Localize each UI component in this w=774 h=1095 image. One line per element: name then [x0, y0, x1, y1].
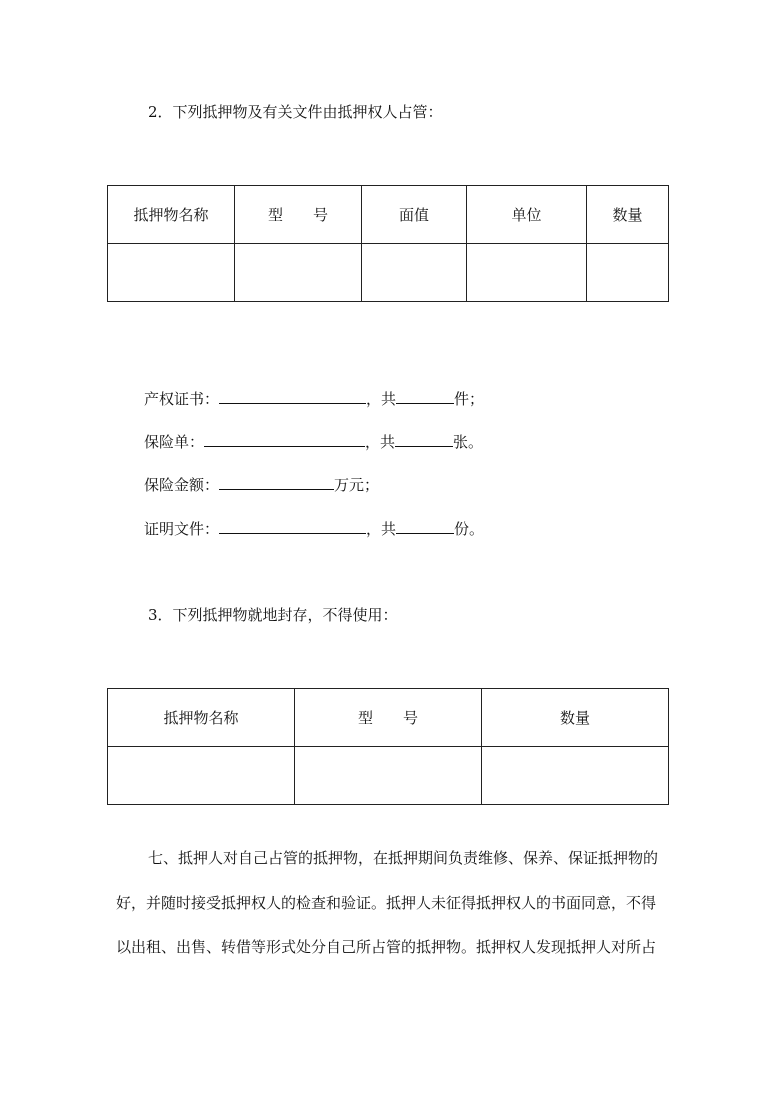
- table-cell[interactable]: [235, 244, 362, 302]
- field-unit: 张。: [453, 433, 484, 451]
- pledge-table-sealed: [107, 688, 669, 805]
- property-cert-line: [144, 388, 484, 409]
- table-row: [108, 244, 669, 302]
- header-cell-face-value: 面值: [362, 186, 467, 244]
- field-mid: ，共: [366, 520, 397, 538]
- table-cell[interactable]: [108, 244, 235, 302]
- field-label: 证明文件：: [144, 520, 220, 538]
- header-cell-quantity: 数量: [482, 689, 669, 747]
- table-cell[interactable]: [362, 244, 467, 302]
- section-3-heading: 3．下列抵押物就地封存，不得使用：: [148, 606, 398, 624]
- header-cell-model: 型 号: [295, 689, 482, 747]
- table-header-row: [108, 186, 669, 244]
- field-unit: 份。: [454, 520, 485, 538]
- property-cert-blank[interactable]: [219, 388, 366, 404]
- insurance-amount-blank[interactable]: [219, 474, 334, 490]
- header-cell-quantity: 数量: [587, 186, 669, 244]
- header-cell-unit: 单位: [467, 186, 587, 244]
- clause-7-line-1: 七、抵押人对自己占管的抵押物，在抵押期间负责维修、保养、保证抵押物的: [148, 849, 659, 867]
- header-cell-name: 抵押物名称: [108, 689, 295, 747]
- pledge-table-custody: [107, 185, 669, 302]
- insurance-amount-line: [144, 474, 379, 495]
- insurance-policy-line: [144, 431, 483, 452]
- section-2-heading: 2．下列抵押物及有关文件由抵押权人占管：: [148, 103, 443, 121]
- field-label: 保险金额：: [144, 476, 220, 494]
- table-header-row: [108, 689, 669, 747]
- clause-7-line-2: 好，并随时接受抵押权人的检查和验证。抵押人未征得抵押权人的书面同意，不得: [116, 894, 657, 912]
- property-cert-count-blank[interactable]: [396, 388, 454, 404]
- table-cell[interactable]: [295, 747, 482, 805]
- field-mid: ，共: [365, 433, 396, 451]
- field-label: 产权证书：: [144, 390, 220, 408]
- field-mid: ，共: [366, 390, 397, 408]
- table-cell[interactable]: [587, 244, 669, 302]
- certificates-line: [144, 518, 484, 539]
- insurance-policy-blank[interactable]: [204, 431, 365, 447]
- header-cell-name: 抵押物名称: [108, 186, 235, 244]
- certificates-count-blank[interactable]: [396, 518, 454, 534]
- insurance-policy-count-blank[interactable]: [395, 431, 453, 447]
- table-cell[interactable]: [108, 747, 295, 805]
- field-label: 保险单：: [144, 433, 205, 451]
- field-unit: 万元；: [334, 476, 380, 494]
- certificates-blank[interactable]: [219, 518, 366, 534]
- table-row: [108, 747, 669, 805]
- header-cell-model: 型 号: [235, 186, 362, 244]
- field-unit: 件；: [454, 390, 485, 408]
- table-cell[interactable]: [467, 244, 587, 302]
- clause-7-line-3: 以出租、出售、转借等形式处分自己所占管的抵押物。抵押权人发现抵押人对所占: [116, 938, 657, 956]
- table-cell[interactable]: [482, 747, 669, 805]
